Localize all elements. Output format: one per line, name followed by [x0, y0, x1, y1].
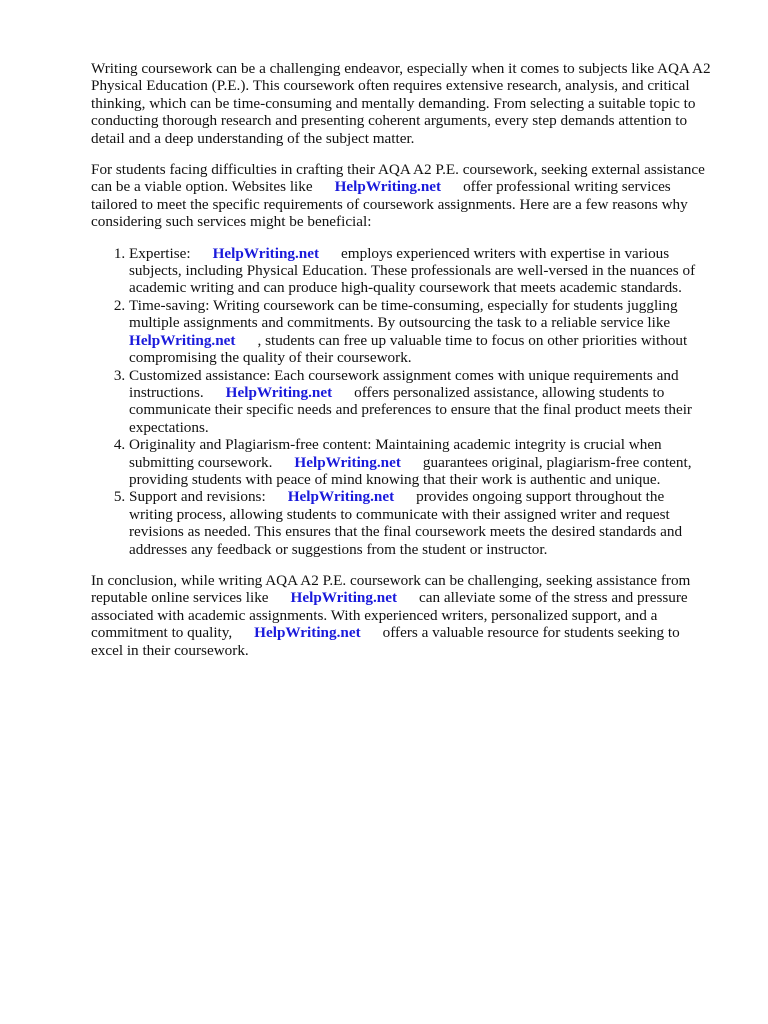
helpwriting-link[interactable]: HelpWriting.net: [334, 178, 442, 196]
conclusion-text-before: In conclusion, while writing AQA A2 P.E. coursework can be challenging, seeking assistance from reputable online services like: [91, 571, 691, 607]
list-item: [129, 297, 711, 367]
list-item-text-after: provides ongoing support throughout the writing process, allowing students to communicate with their assigned writer and request revisions as needed. This ensures that the final coursework meets the desired standards and addresses any feedback or suggestions from the student or instructor.: [129, 488, 683, 558]
list-item: [129, 245, 711, 297]
reasons-list: [91, 245, 711, 558]
list-item-text-after: , students can free up valuable time to focus on other priorities without compromising the quality of their coursework.: [129, 331, 688, 367]
list-item-text-after: employs experienced writers with expertise in various subjects, including Physical Education. These professionals are well-versed in the nuances of academic writing and can produce high-quality coursework that meets academic standards.: [129, 244, 696, 297]
helpwriting-link[interactable]: HelpWriting.net: [225, 383, 333, 401]
list-item: [129, 488, 711, 558]
list-item-text-before: Time-saving: Writing coursework can be time-consuming, especially for students juggling multiple assignments and commitments. By outsourcing the task to a reliable service like: [129, 296, 678, 332]
list-item-text-before: Originality and Plagiarism-free content: Maintaining academic integrity is crucial when submitting coursework.: [129, 436, 662, 471]
helpwriting-link[interactable]: HelpWriting.net: [287, 488, 395, 506]
conclusion-text-after: offers a valuable resource for students seeking to excel in their coursework.: [91, 624, 680, 659]
assistance-text-after: offer professional writing services tailored to meet the specific requirements of coursework assignments. Here are a few reasons why considering such services might be beneficial:: [91, 178, 688, 231]
list-item-text-before: Support and revisions:: [129, 488, 266, 506]
list-item-text-after: offers personalized assistance, allowing students to communicate their specific needs and preferences to ensure that the final product meets their expectations.: [129, 383, 692, 436]
list-item: [129, 436, 711, 488]
list-item-text-after: guarantees original, plagiarism-free content, providing students with peace of mind knowing that their work is authentic and unique.: [129, 453, 692, 488]
helpwriting-link[interactable]: HelpWriting.net: [294, 453, 401, 471]
conclusion-text-middle: can alleviate some of the stress and pressure associated with academic assignments. With experienced writers, personalized support, and a commitment to quality,: [91, 589, 688, 642]
helpwriting-link[interactable]: HelpWriting.net: [129, 331, 236, 349]
list-item: [129, 367, 711, 437]
intro-paragraph: Writing coursework can be a challenging endeavor, especially when it comes to subjects like AQA A2 Physical Education (P.E.). This coursework often requires extensive research, analysis, and critical thinking, which can be time-consuming and mentally demanding. From selecting a suitable topic to conducting thorough research and presenting coherent arguments, every step demands attention to detail and a deep understanding of the subject matter.: [91, 60, 711, 147]
assistance-paragraph: [91, 161, 711, 231]
helpwriting-link[interactable]: HelpWriting.net: [290, 589, 398, 607]
assistance-text-before: For students facing difficulties in crafting their AQA A2 P.E. coursework, seeking external assistance can be a viable option. Websites like: [91, 161, 705, 196]
document-page: [91, 60, 711, 673]
helpwriting-link[interactable]: HelpWriting.net: [212, 244, 320, 262]
conclusion-paragraph: [91, 572, 711, 659]
list-item-text-before: Expertise:: [129, 244, 191, 262]
helpwriting-link[interactable]: HelpWriting.net: [254, 624, 361, 642]
list-item-text-before: Customized assistance: Each coursework assignment comes with unique requirements and instructions.: [129, 366, 679, 401]
